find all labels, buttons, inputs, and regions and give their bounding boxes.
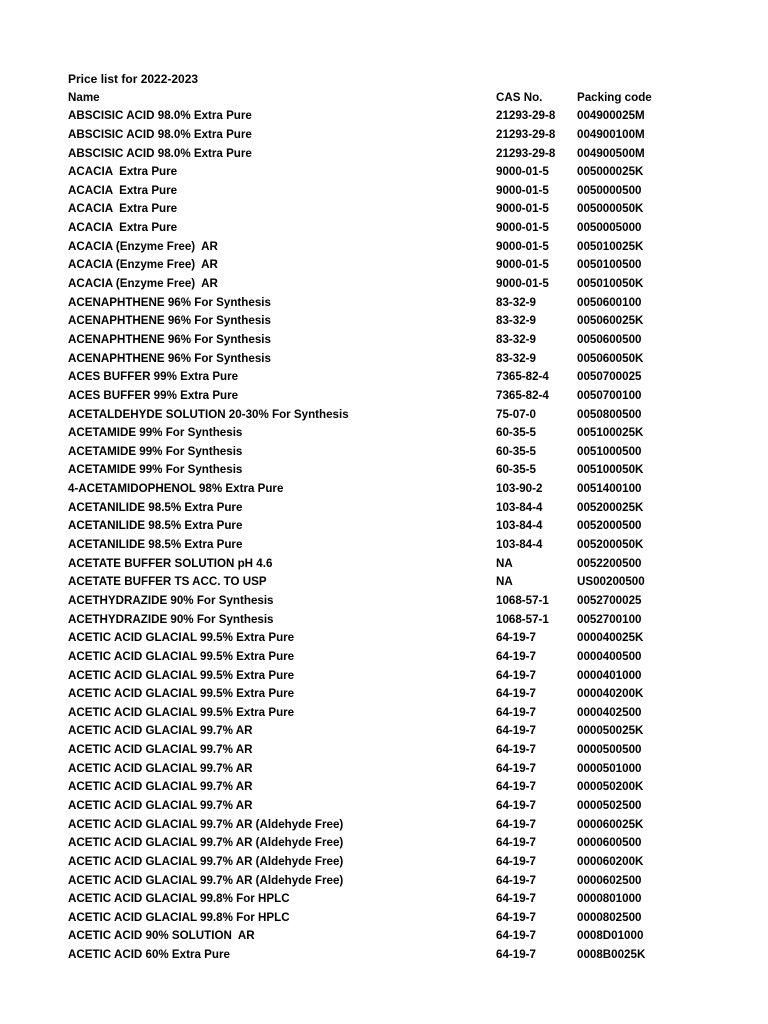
packing-code: 0051400100 <box>577 482 642 496</box>
cas-number: 64-19-7 <box>496 743 536 757</box>
product-name: ACETIC ACID GLACIAL 99.5% Extra Pure <box>68 705 295 719</box>
cas-number: 64-19-7 <box>496 854 536 868</box>
table-row <box>68 629 708 648</box>
table-row <box>68 648 708 667</box>
product-name: ACETIC ACID GLACIAL 99.7% AR <box>68 798 253 812</box>
table-row <box>68 872 708 891</box>
table-row <box>68 126 708 145</box>
table-row <box>68 536 708 555</box>
cas-number: 64-19-7 <box>496 817 536 831</box>
packing-code: 000050200K <box>577 780 644 794</box>
table-row <box>68 368 708 387</box>
cas-number: 64-19-7 <box>496 780 536 794</box>
product-name: ACETIC ACID GLACIAL 99.8% For HPLC <box>68 910 290 924</box>
product-name: ACETALDEHYDE SOLUTION 20-30% For Synthesis <box>68 407 349 421</box>
product-name: ABSCISIC ACID 98.0% Extra Pure <box>68 127 252 141</box>
document-title: Price list for 2022-2023 <box>68 72 199 86</box>
product-name: ACETATE BUFFER TS ACC. TO USP <box>68 575 267 589</box>
cas-number: 103-84-4 <box>496 500 543 514</box>
product-name: ACETAMIDE 99% For Synthesis <box>68 463 243 477</box>
packing-code: 000040025K <box>577 631 644 645</box>
product-name: ACETATE BUFFER SOLUTION pH 4.6 <box>68 556 273 570</box>
product-rows <box>68 107 708 964</box>
packing-code: 0050000500 <box>577 183 642 197</box>
document-title-row <box>68 70 708 89</box>
table-row <box>68 592 708 611</box>
cas-number: 1068-57-1 <box>496 593 549 607</box>
product-name: ACETAMIDE 99% For Synthesis <box>68 426 243 440</box>
header-cas: CAS No. <box>496 90 543 104</box>
product-name: ACETHYDRAZIDE 90% For Synthesis <box>68 612 274 626</box>
product-name: ACETIC ACID GLACIAL 99.5% Extra Pure <box>68 631 295 645</box>
product-name: 4-ACETAMIDOPHENOL 98% Extra Pure <box>68 482 284 496</box>
product-name: ACES BUFFER 99% Extra Pure <box>68 370 239 384</box>
product-name: ACETIC ACID GLACIAL 99.5% Extra Pure <box>68 668 295 682</box>
packing-code: 0000801000 <box>577 892 642 906</box>
product-name: ACACIA Extra Pure <box>68 221 178 235</box>
cas-number: 60-35-5 <box>496 426 536 440</box>
cas-number: NA <box>496 575 513 589</box>
table-row <box>68 816 708 835</box>
table-row <box>68 182 708 201</box>
product-name: ACETIC ACID GLACIAL 99.7% AR <box>68 743 253 757</box>
cas-number: NA <box>496 556 513 570</box>
table-row <box>68 294 708 313</box>
packing-code: 0050005000 <box>577 221 642 235</box>
cas-number: 64-19-7 <box>496 724 536 738</box>
product-name: ACETIC ACID GLACIAL 99.7% AR <box>68 780 253 794</box>
cas-number: 60-35-5 <box>496 444 536 458</box>
cas-number: 21293-29-8 <box>496 127 556 141</box>
product-name: ACETAMIDE 99% For Synthesis <box>68 444 243 458</box>
packing-code: 005010050K <box>577 277 644 291</box>
product-name: ACETHYDRAZIDE 90% For Synthesis <box>68 593 274 607</box>
packing-code: 0000600500 <box>577 836 642 850</box>
packing-code: 0000501000 <box>577 761 642 775</box>
product-name: ACETIC ACID 60% Extra Pure <box>68 948 230 962</box>
cas-number: 9000-01-5 <box>496 221 549 235</box>
product-name: ACETIC ACID GLACIAL 99.7% AR (Aldehyde Free) <box>68 836 344 850</box>
product-name: ABSCISIC ACID 98.0% Extra Pure <box>68 109 252 123</box>
product-name: ACES BUFFER 99% Extra Pure <box>68 388 239 402</box>
packing-code: 000060200K <box>577 854 644 868</box>
table-row <box>68 406 708 425</box>
table-row <box>68 573 708 592</box>
packing-code: 005200025K <box>577 500 644 514</box>
packing-code: 005000025K <box>577 165 644 179</box>
product-name: ACETIC ACID GLACIAL 99.5% Extra Pure <box>68 649 295 663</box>
cas-number: 64-19-7 <box>496 929 536 943</box>
cas-number: 83-32-9 <box>496 351 536 365</box>
cas-number: 103-84-4 <box>496 538 543 552</box>
cas-number: 83-32-9 <box>496 295 536 309</box>
packing-code: 0000602500 <box>577 873 642 887</box>
table-row <box>68 517 708 536</box>
cas-number: 64-19-7 <box>496 649 536 663</box>
table-row <box>68 443 708 462</box>
price-list-sheet <box>68 70 708 965</box>
product-name: ABSCISIC ACID 98.0% Extra Pure <box>68 146 252 160</box>
table-row <box>68 350 708 369</box>
cas-number: 64-19-7 <box>496 892 536 906</box>
cas-number: 1068-57-1 <box>496 612 549 626</box>
packing-code: 000040200K <box>577 687 644 701</box>
table-row <box>68 200 708 219</box>
product-name: ACENAPHTHENE 96% For Synthesis <box>68 332 271 346</box>
product-name: ACACIA (Enzyme Free) AR <box>68 258 218 272</box>
packing-code: 0050700025 <box>577 370 642 384</box>
table-row <box>68 760 708 779</box>
packing-code: 005010025K <box>577 239 644 253</box>
cas-number: 64-19-7 <box>496 631 536 645</box>
packing-code: 0050600500 <box>577 332 642 346</box>
packing-code: 004900025M <box>577 109 645 123</box>
table-row <box>68 461 708 480</box>
product-name: ACACIA (Enzyme Free) AR <box>68 239 218 253</box>
packing-code: 0000500500 <box>577 743 642 757</box>
packing-code: 005200050K <box>577 538 644 552</box>
table-row <box>68 387 708 406</box>
product-name: ACETIC ACID GLACIAL 99.7% AR <box>68 761 253 775</box>
table-row <box>68 704 708 723</box>
table-row <box>68 163 708 182</box>
product-name: ACETIC ACID GLACIAL 99.8% For HPLC <box>68 892 290 906</box>
product-name: ACETIC ACID 90% SOLUTION AR <box>68 929 255 943</box>
product-name: ACETIC ACID GLACIAL 99.5% Extra Pure <box>68 687 295 701</box>
table-row <box>68 853 708 872</box>
header-packing-code: Packing code <box>577 90 652 104</box>
table-row <box>68 331 708 350</box>
packing-code: 0050100500 <box>577 258 642 272</box>
table-row <box>68 238 708 257</box>
product-name: ACACIA Extra Pure <box>68 202 178 216</box>
packing-code: 004900100M <box>577 127 645 141</box>
packing-code: 0051000500 <box>577 444 642 458</box>
table-row <box>68 219 708 238</box>
cas-number: 9000-01-5 <box>496 239 549 253</box>
table-row <box>68 555 708 574</box>
table-row <box>68 741 708 760</box>
packing-code: US00200500 <box>577 575 645 589</box>
cas-number: 64-19-7 <box>496 761 536 775</box>
packing-code: 005000050K <box>577 202 644 216</box>
packing-code: 0000401000 <box>577 668 642 682</box>
cas-number: 9000-01-5 <box>496 277 549 291</box>
table-row <box>68 611 708 630</box>
packing-code: 005100025K <box>577 426 644 440</box>
product-name: ACETIC ACID GLACIAL 99.7% AR (Aldehyde Free) <box>68 817 344 831</box>
table-row <box>68 499 708 518</box>
packing-code: 000060025K <box>577 817 644 831</box>
cas-number: 21293-29-8 <box>496 146 556 160</box>
cas-number: 64-19-7 <box>496 705 536 719</box>
cas-number: 7365-82-4 <box>496 388 549 402</box>
cas-number: 9000-01-5 <box>496 202 549 216</box>
product-name: ACACIA (Enzyme Free) AR <box>68 277 218 291</box>
cas-number: 64-19-7 <box>496 668 536 682</box>
packing-code: 0052000500 <box>577 519 642 533</box>
packing-code: 004900500M <box>577 146 645 160</box>
table-row <box>68 275 708 294</box>
product-name: ACETANILIDE 98.5% Extra Pure <box>68 538 243 552</box>
cas-number: 7365-82-4 <box>496 370 549 384</box>
table-row <box>68 890 708 909</box>
packing-code: 0000402500 <box>577 705 642 719</box>
table-row <box>68 722 708 741</box>
packing-code: 0000802500 <box>577 910 642 924</box>
cas-number: 83-32-9 <box>496 332 536 346</box>
cas-number: 83-32-9 <box>496 314 536 328</box>
product-name: ACETIC ACID GLACIAL 99.7% AR (Aldehyde Free) <box>68 873 344 887</box>
packing-code: 0000400500 <box>577 649 642 663</box>
table-row <box>68 927 708 946</box>
packing-code: 0050800500 <box>577 407 642 421</box>
product-name: ACENAPHTHENE 96% For Synthesis <box>68 295 271 309</box>
product-name: ACENAPHTHENE 96% For Synthesis <box>68 351 271 365</box>
cas-number: 64-19-7 <box>496 798 536 812</box>
product-name: ACACIA Extra Pure <box>68 183 178 197</box>
packing-code: 0050700100 <box>577 388 642 402</box>
packing-code: 0008B0025K <box>577 948 646 962</box>
cas-number: 60-35-5 <box>496 463 536 477</box>
product-name: ACENAPHTHENE 96% For Synthesis <box>68 314 271 328</box>
cas-number: 64-19-7 <box>496 836 536 850</box>
cas-number: 9000-01-5 <box>496 258 549 272</box>
packing-code: 0008D01000 <box>577 929 644 943</box>
table-row <box>68 946 708 965</box>
cas-number: 75-07-0 <box>496 407 536 421</box>
table-row <box>68 145 708 164</box>
cas-number: 21293-29-8 <box>496 109 556 123</box>
product-name: ACACIA Extra Pure <box>68 165 178 179</box>
table-row <box>68 424 708 443</box>
table-row <box>68 480 708 499</box>
table-row <box>68 909 708 928</box>
packing-code: 005060050K <box>577 351 644 365</box>
cas-number: 64-19-7 <box>496 873 536 887</box>
product-name: ACETANILIDE 98.5% Extra Pure <box>68 519 243 533</box>
packing-code: 005100050K <box>577 463 644 477</box>
cas-number: 9000-01-5 <box>496 183 549 197</box>
table-row <box>68 667 708 686</box>
packing-code: 005060025K <box>577 314 644 328</box>
table-row <box>68 685 708 704</box>
table-row <box>68 834 708 853</box>
table-row <box>68 107 708 126</box>
header-row <box>68 89 708 108</box>
packing-code: 0052200500 <box>577 556 642 570</box>
product-name: ACETANILIDE 98.5% Extra Pure <box>68 500 243 514</box>
table-row <box>68 797 708 816</box>
cas-number: 103-84-4 <box>496 519 543 533</box>
cas-number: 64-19-7 <box>496 687 536 701</box>
header-name: Name <box>68 90 100 104</box>
table-row <box>68 256 708 275</box>
packing-code: 000050025K <box>577 724 644 738</box>
product-name: ACETIC ACID GLACIAL 99.7% AR <box>68 724 253 738</box>
packing-code: 0052700100 <box>577 612 642 626</box>
packing-code: 0052700025 <box>577 593 642 607</box>
table-row <box>68 778 708 797</box>
packing-code: 0000502500 <box>577 798 642 812</box>
product-name: ACETIC ACID GLACIAL 99.7% AR (Aldehyde Free) <box>68 854 344 868</box>
table-row <box>68 312 708 331</box>
cas-number: 64-19-7 <box>496 948 536 962</box>
packing-code: 0050600100 <box>577 295 642 309</box>
cas-number: 103-90-2 <box>496 482 543 496</box>
cas-number: 9000-01-5 <box>496 165 549 179</box>
cas-number: 64-19-7 <box>496 910 536 924</box>
